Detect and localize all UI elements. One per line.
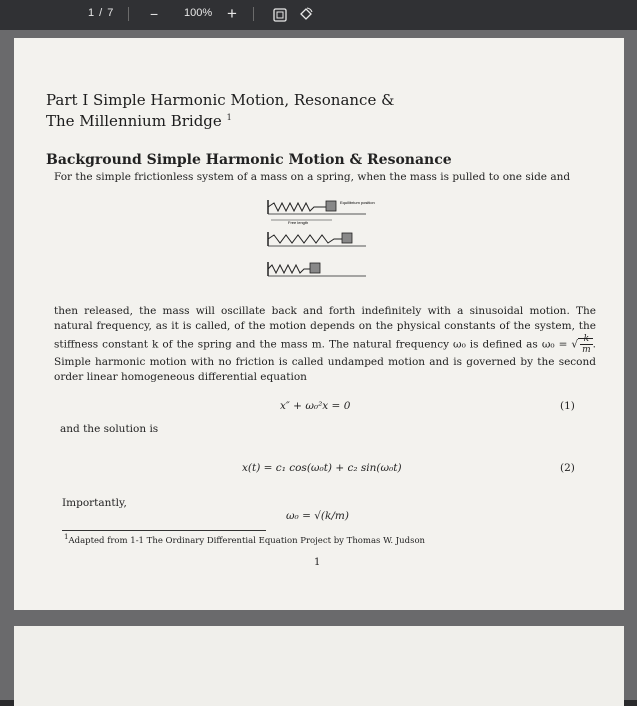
para2-line1: then released, the mass will oscillate back and forth indefinitely with a sinusoidal motion. The: [54, 305, 596, 317]
toolbar-divider: [128, 7, 129, 21]
para2-line5: order linear homogeneous differential equation: [54, 371, 307, 383]
intro-paragraph: For the simple frictionless system of a mass on a spring, when the mass is pulled to one side and: [54, 171, 571, 183]
footnote-mark: 1: [64, 532, 69, 541]
part-title: [46, 92, 566, 130]
spring-row-equilibrium: [268, 200, 375, 225]
pdf-toolbar: [0, 0, 637, 30]
part-title-line1: Part I Simple Harmonic Motion, Resonance &: [46, 91, 395, 109]
para2-line4: Simple harmonic motion with no friction is called undamped motion and is governed by the second: [54, 356, 596, 368]
rotate-icon: [298, 6, 314, 22]
equation-2-number: (2): [560, 462, 575, 474]
footnote-text: Adapted from 1-1 The Ordinary Differential Equation Project by Thomas W. Judson: [68, 535, 426, 546]
zoom-out-button[interactable]: −: [150, 3, 158, 25]
pdf-page-next: [14, 626, 624, 706]
spring-mass-figure: [266, 198, 376, 280]
para2-line2: natural frequency, as it is called, of the motion depends on the physical constants of the system, the: [54, 320, 596, 332]
frac-denominator: m: [582, 345, 591, 355]
spring-row-stretched: [268, 232, 366, 246]
section-heading: Background Simple Harmonic Motion & Resonance: [46, 152, 452, 168]
toolbar-divider: [253, 7, 254, 21]
footnote-rule: [62, 530, 266, 531]
para2-line3: stiffness constant k of the spring and the mass m. The natural frequency ω₀ is defined as ω₀ =: [54, 338, 568, 351]
equation-1-number: (1): [560, 400, 575, 412]
zoom-in-button[interactable]: +: [227, 4, 237, 23]
equilibrium-label: Equilibrium position: [340, 200, 375, 205]
free-length-label: Free length: [288, 220, 309, 225]
solution-text: and the solution is: [60, 423, 159, 435]
equation-2: x(t) = c₁ cos(ω₀t) + c₂ sin(ω₀t): [242, 462, 402, 474]
page-indicator: 1 / 7: [88, 7, 115, 19]
pdf-page: [14, 38, 624, 610]
importantly-text: Importantly,: [62, 497, 127, 509]
part-title-line2: The Millennium Bridge: [46, 112, 222, 130]
spring-row-compressed: [268, 262, 366, 276]
equation-1: x″ + ω₀²x = 0: [280, 400, 351, 412]
frac-numerator: k: [580, 334, 593, 345]
sqrt-k-over-m: √ $\frac{k}{m}$: [571, 334, 591, 355]
fit-page-icon: [273, 8, 287, 22]
title-footnote-mark: 1: [226, 113, 232, 122]
footnote: [64, 532, 425, 546]
page-number: 1: [314, 557, 321, 568]
zoom-level: 100%: [184, 7, 213, 19]
equation-3: ω₀ = √(k/m): [286, 510, 349, 522]
fit-page-button[interactable]: [273, 7, 287, 29]
rotate-button[interactable]: [298, 6, 314, 28]
body-paragraph: then released, the mass will oscillate back and forth indefinitely with a sinusoidal motion. The natural frequency, as it is called, of the motion depends on the physical constants of the system, the stiffness constant k of the spring and the mass m. The natural frequency ω₀ is defined as ω₀ = √ $\frac{k}{m}$ . Simple harmonic motion with no friction is called undamped motion and is governed by the second order linear homogeneous differential equation: [54, 305, 597, 383]
